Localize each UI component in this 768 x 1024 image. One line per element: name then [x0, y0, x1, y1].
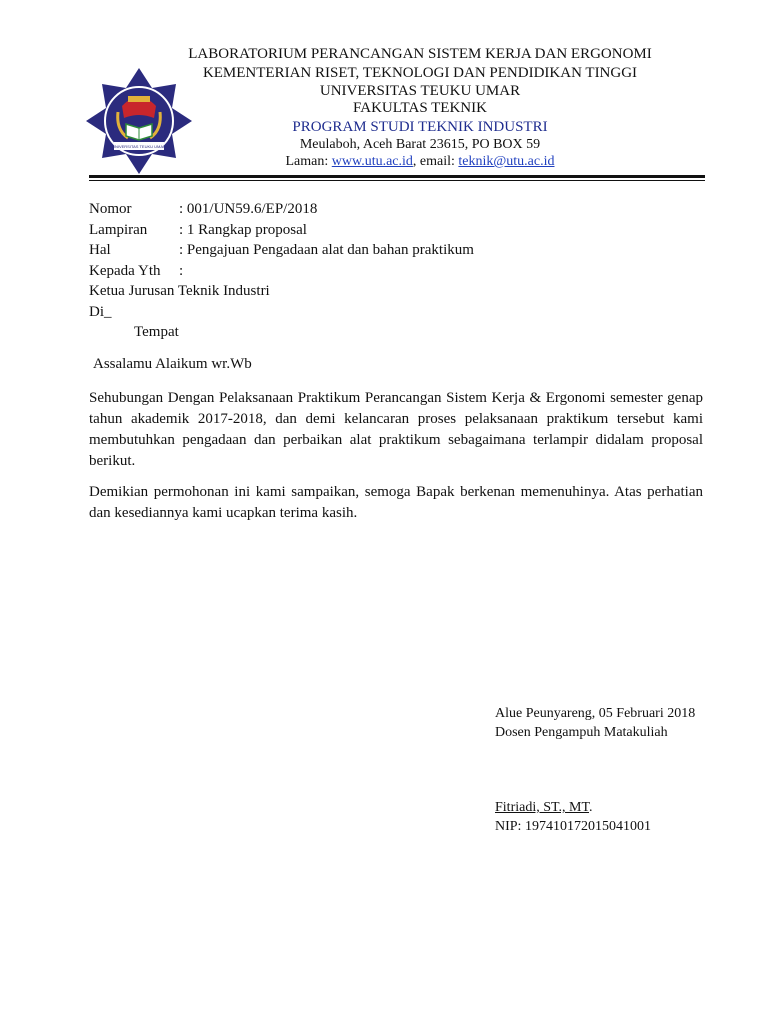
letterhead	[160, 44, 680, 170]
body-paragraph-1: Sehubungan Dengan Pelaksanaan Praktikum Perancangan Sistem Kerja & Ergonomi semester genap tahun akademik 2017-2018, dan demi kelancaran proses pelaksanaan praktikum tersebut kami membutuhkan pengadaan dan perbaikan alat praktikum sebagaimana terlampir didalam proposal berikut.	[89, 390, 703, 469]
letterhead-lab: LABORATORIUM PERANCANGAN SISTEM KERJA DAN ERGONOMI	[188, 46, 652, 62]
recipient-name: Ketua Jurusan Teknik Industri	[89, 283, 270, 299]
signature-name-suffix: .	[588, 800, 593, 815]
recipient-tempat: Tempat	[134, 324, 179, 340]
recipient-block	[89, 281, 270, 343]
letterhead-divider-thick	[89, 175, 705, 178]
meta-kepada-value: :	[179, 262, 184, 279]
greeting: Assalamu Alaikum wr.Wb	[93, 356, 252, 372]
meta-lampiran-label: Lampiran	[89, 221, 148, 238]
website-link[interactable]: www.utu.ac.id	[331, 154, 413, 169]
body-paragraph-2: Demikian permohonan ini kami sampaikan, semoga Bapak berkenan memenuhinya. Atas perhatian dan kesediannya kami ucapkan terima kasih.	[89, 484, 703, 521]
laman-label: Laman:	[285, 154, 332, 169]
letterhead-program: PROGRAM STUDI TEKNIK INDUSTRI	[292, 119, 548, 135]
meta-kepada	[89, 261, 474, 282]
letterhead-address: Meulaboh, Aceh Barat 23615, PO BOX 59	[299, 137, 541, 152]
meta-kepada-label: Kepada Yth	[89, 262, 161, 279]
letterhead-faculty: FAKULTAS TEKNIK	[353, 100, 487, 116]
letterhead-contact	[160, 153, 680, 170]
email-link[interactable]: teknik@utu.ac.id	[458, 154, 555, 169]
recipient-di: Di_	[89, 303, 112, 320]
signature-name: Fitriadi, ST., MT	[495, 800, 589, 815]
meta-lampiran-value: : 1 Rangkap proposal	[179, 221, 307, 238]
signature-nip: NIP: 197410172015041001	[495, 819, 651, 834]
logo-banner-text: UNIVERSITAS TEUKU UMAR	[112, 144, 166, 149]
signature-role: Dosen Pengampuh Matakuliah	[495, 725, 668, 740]
meta-nomor-value: : 001/UN59.6/EP/2018	[179, 201, 318, 217]
meta-lampiran	[89, 220, 474, 241]
meta-nomor	[89, 199, 474, 220]
signature-place-date: Alue Peunyareng, 05 Februari 2018	[495, 706, 696, 721]
letterhead-ministry: KEMENTERIAN RISET, TEKNOLOGI DAN PENDIDIKAN TINGGI	[202, 65, 638, 81]
signature-name-line	[495, 798, 695, 817]
email-label: , email:	[412, 154, 459, 169]
letter-meta	[89, 199, 474, 281]
meta-hal-value: : Pengajuan Pengadaan alat dan bahan praktikum	[179, 242, 474, 258]
meta-hal	[89, 240, 474, 261]
signature-block	[495, 704, 695, 836]
meta-hal-label: Hal	[89, 242, 111, 258]
letterhead-divider-thin	[89, 180, 705, 181]
letterhead-university: UNIVERSITAS TEUKU UMAR	[319, 83, 521, 99]
meta-nomor-label: Nomor	[89, 201, 132, 217]
